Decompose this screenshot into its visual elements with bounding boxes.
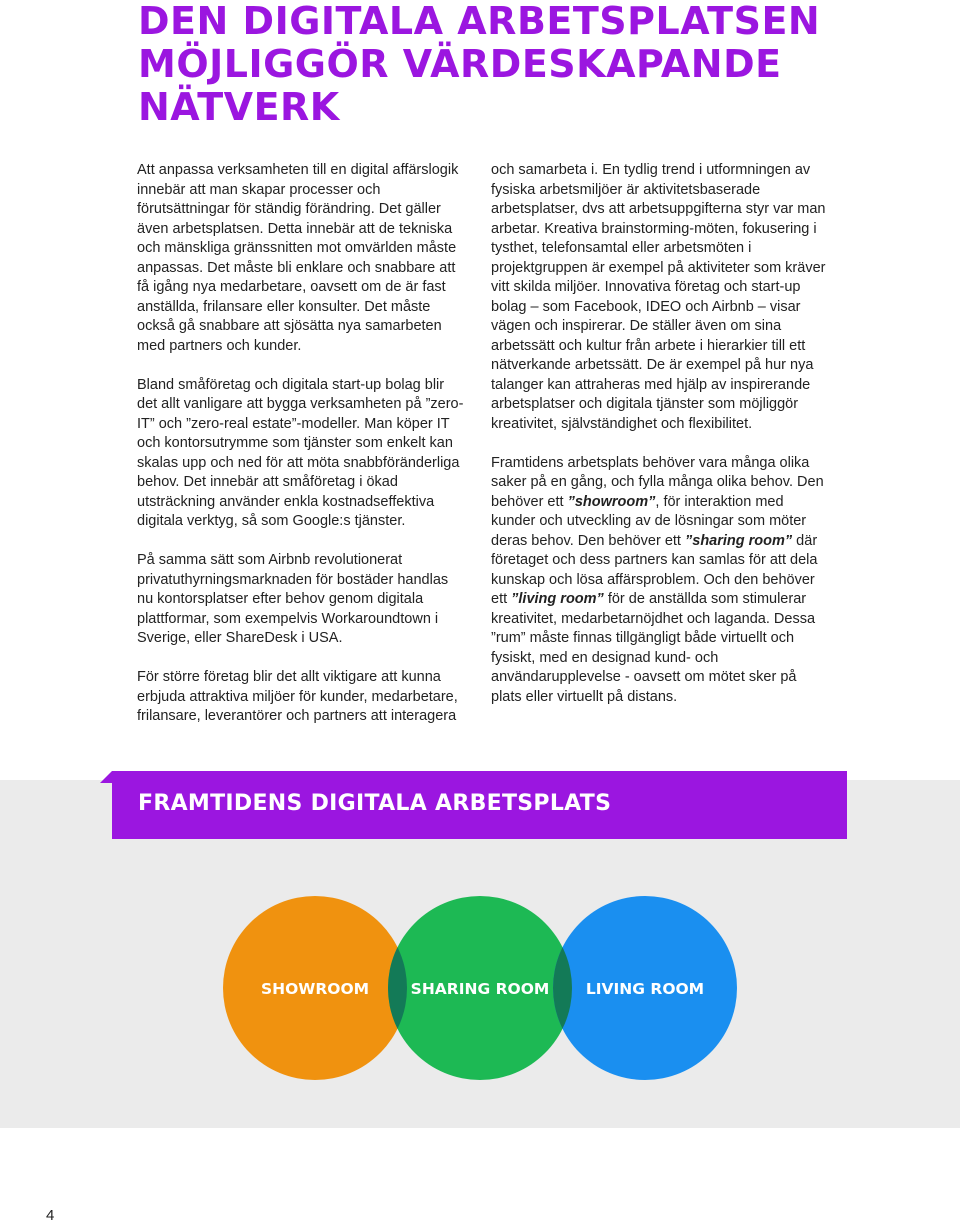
title-line-2: MÖJLIGGÖR VÄRDESKAPANDE (138, 42, 782, 86)
living-room-label: LIVING ROOM (585, 980, 705, 998)
title-line-1: DEN DIGITALA ARBETSPLATSEN (138, 0, 821, 43)
paragraph: Bland småföretag och digitala start-up bolag blir det allt vanligare att bygga verksamheten på ”zero-IT” och ”zero-real estate”-modeller. Man köper IT och kontorsutrymme som tjänster som enkelt kan skalas upp och ned för att möta snabbföränderliga behov. Det innebär att småföretag i ökad utsträckning använder enkla kostnadseffektiva digitala verktyg, så som Google:s tjänster. (137, 376, 464, 529)
paragraph: och samarbeta i. En tydlig trend i utformningen av fysiska arbetsmiljöer är aktivitetsbaserade arbetsplatser, dvs att arbetsuppgifterna styr var man arbetar. Kreativa brainstorming-möten, fokusering i tysthet, telefonsamtal eller arbetsmöten i projektgruppen är exempel på aktiviteter som kräver vitt skilda miljöer. Innovativa företag och start-up bolag – som Facebook, IDEO och Airbnb – visar vägen och inspirerar. De ställer även om sina arbetssätt och kultur från arbete i hierarkier till ett nätverkande arbetssätt. De är exempel på hur nya talanger kan attraheras med hjälp av inspirerande arbetsplatser och digitala tjänster som möjliggör kreativitet, självständighet och flexibilitet. (491, 162, 826, 432)
showroom-label: SHOWROOM (260, 980, 370, 998)
paragraph (491, 454, 826, 708)
living-room-term: ”living room” (511, 591, 604, 607)
right-column (491, 161, 826, 727)
section-banner (112, 771, 847, 839)
page-title (138, 0, 898, 129)
paragraph: För större företag blir det allt viktigare att kunna erbjuda attraktiva miljöer för kunder, medarbetare, frilansare, leverantörer och partners att interagera (137, 669, 458, 724)
banner-fold (100, 771, 112, 783)
venn-diagram (0, 880, 960, 1110)
left-column (137, 161, 467, 746)
text-run: , för interaktion med kunder och utveckling av de lösningar som möter deras behov. Den behöver ett (491, 493, 807, 549)
text-run: för de anställda som stimulerar kreativitet, medarbetarnöjdhet och laganda. Dessa ”rum” måste finnas tillgängligt både virtuellt och fysiskt, med en designad kund- och användarupplevelse - oavsett om mötet sker på plats eller virtuellt på distans. (491, 591, 816, 705)
sharing-room-term: ”sharing room” (685, 532, 793, 549)
showroom-term: ”showroom” (567, 493, 656, 510)
sharing-room-label: SHARING ROOM (410, 980, 550, 998)
title-line-3: NÄTVERK (138, 85, 340, 129)
paragraph: På samma sätt som Airbnb revolutionerat privatuthyrningsmarknaden för bostäder handlas nu kontorsplatser efter behov genom digitala plattformar, som exempelvis Workaroundtown i Sverige, eller ShareDesk i USA. (137, 552, 449, 646)
paragraph: Att anpassa verksamheten till en digital affärslogik innebär att man skapar processer och förutsättningar för ständig förändring. Det gäller även arbetsplatsen. Detta innebär att de tekniska och mänskliga gränssnitten mot omvärlden måste anpassas. Det måste bli enklare och snabbare att få igång nya medarbetare, oavsett om de är fast anställda, frilansare eller konsulter. Det måste också gå snabbare att sjösätta nya samarbeten med partners och kunder. (137, 162, 459, 354)
text-run: där företaget och dess partners kan samlas för att dela kunskap och lösa affärsproblem. Och den behöver ett (491, 532, 818, 607)
banner-title: FRAMTIDENS DIGITALA ARBETSPLATS (138, 791, 612, 816)
page-number: 4 (46, 1207, 55, 1224)
text-run: Framtidens arbetsplats behöver vara många olika saker på en gång, och fylla många olika behov. Den behöver ett (491, 454, 824, 510)
